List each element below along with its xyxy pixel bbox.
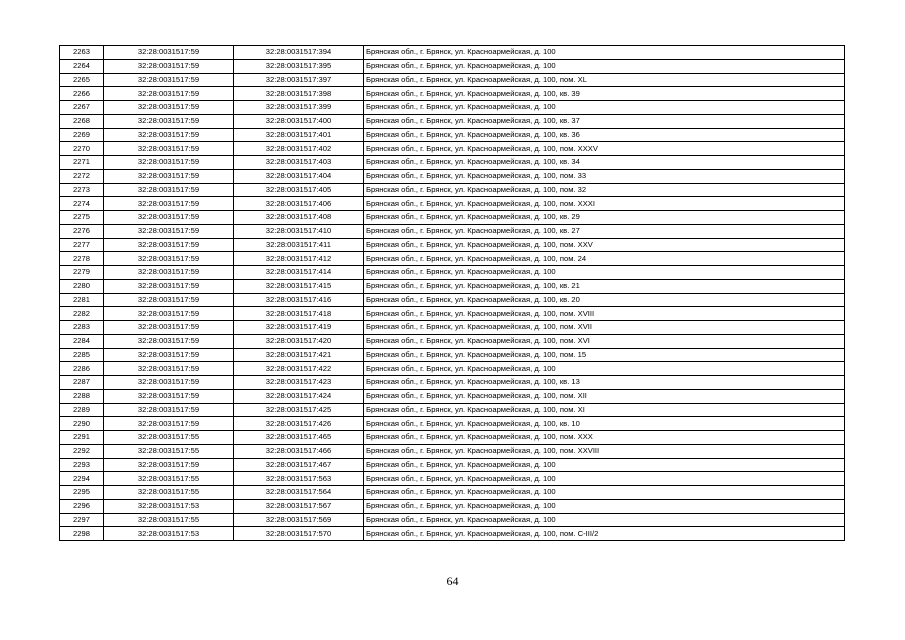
address-cell: Брянская обл., г. Брянск, ул. Красноармейская, д. 100, кв. 39 xyxy=(364,87,845,101)
parent-cadastral-number-cell: 32:28:0031517:55 xyxy=(104,444,234,458)
parent-cadastral-number-cell: 32:28:0031517:59 xyxy=(104,362,234,376)
row-number-cell: 2274 xyxy=(60,197,104,211)
parent-cadastral-number-cell: 32:28:0031517:59 xyxy=(104,321,234,335)
address-cell: Брянская обл., г. Брянск, ул. Красноармейская, д. 100, кв. 36 xyxy=(364,128,845,142)
table-row xyxy=(60,224,845,238)
parent-cadastral-number-cell: 32:28:0031517:59 xyxy=(104,334,234,348)
table-row xyxy=(60,417,845,431)
row-number-cell: 2283 xyxy=(60,321,104,335)
table-row xyxy=(60,114,845,128)
table-row xyxy=(60,362,845,376)
cadastral-number-cell: 32:28:0031517:394 xyxy=(234,46,364,60)
cadastral-table xyxy=(59,45,845,541)
row-number-cell: 2265 xyxy=(60,73,104,87)
address-cell: Брянская обл., г. Брянск, ул. Красноармейская, д. 100, пом. XXXV xyxy=(364,142,845,156)
cadastral-number-cell: 32:28:0031517:421 xyxy=(234,348,364,362)
parent-cadastral-number-cell: 32:28:0031517:59 xyxy=(104,266,234,280)
cadastral-table-body xyxy=(60,46,845,541)
row-number-cell: 2292 xyxy=(60,444,104,458)
cadastral-number-cell: 32:28:0031517:408 xyxy=(234,211,364,225)
cadastral-number-cell: 32:28:0031517:424 xyxy=(234,389,364,403)
table-row xyxy=(60,431,845,445)
address-cell: Брянская обл., г. Брянск, ул. Красноармейская, д. 100, пом. XXV xyxy=(364,238,845,252)
address-cell: Брянская обл., г. Брянск, ул. Красноармейская, д. 100 xyxy=(364,458,845,472)
cadastral-number-cell: 32:28:0031517:569 xyxy=(234,513,364,527)
table-row xyxy=(60,499,845,513)
row-number-cell: 2287 xyxy=(60,376,104,390)
table-row xyxy=(60,266,845,280)
cadastral-number-cell: 32:28:0031517:399 xyxy=(234,101,364,115)
parent-cadastral-number-cell: 32:28:0031517:59 xyxy=(104,211,234,225)
address-cell: Брянская обл., г. Брянск, ул. Красноармейская, д. 100 xyxy=(364,486,845,500)
address-cell: Брянская обл., г. Брянск, ул. Красноармейская, д. 100, пом. 33 xyxy=(364,169,845,183)
parent-cadastral-number-cell: 32:28:0031517:59 xyxy=(104,114,234,128)
table-row xyxy=(60,403,845,417)
parent-cadastral-number-cell: 32:28:0031517:59 xyxy=(104,376,234,390)
parent-cadastral-number-cell: 32:28:0031517:59 xyxy=(104,156,234,170)
table-row xyxy=(60,444,845,458)
table-row xyxy=(60,389,845,403)
cadastral-number-cell: 32:28:0031517:563 xyxy=(234,472,364,486)
row-number-cell: 2282 xyxy=(60,307,104,321)
cadastral-number-cell: 32:28:0031517:467 xyxy=(234,458,364,472)
parent-cadastral-number-cell: 32:28:0031517:59 xyxy=(104,417,234,431)
row-number-cell: 2288 xyxy=(60,389,104,403)
address-cell: Брянская обл., г. Брянск, ул. Красноармейская, д. 100 xyxy=(364,59,845,73)
table-row xyxy=(60,59,845,73)
table-row xyxy=(60,472,845,486)
cadastral-number-cell: 32:28:0031517:416 xyxy=(234,293,364,307)
parent-cadastral-number-cell: 32:28:0031517:53 xyxy=(104,527,234,541)
table-row xyxy=(60,197,845,211)
parent-cadastral-number-cell: 32:28:0031517:55 xyxy=(104,472,234,486)
address-cell: Брянская обл., г. Брянск, ул. Красноармейская, д. 100, кв. 29 xyxy=(364,211,845,225)
table-row xyxy=(60,73,845,87)
parent-cadastral-number-cell: 32:28:0031517:59 xyxy=(104,403,234,417)
row-number-cell: 2266 xyxy=(60,87,104,101)
cadastral-number-cell: 32:28:0031517:412 xyxy=(234,252,364,266)
parent-cadastral-number-cell: 32:28:0031517:55 xyxy=(104,431,234,445)
cadastral-number-cell: 32:28:0031517:466 xyxy=(234,444,364,458)
cadastral-number-cell: 32:28:0031517:567 xyxy=(234,499,364,513)
table-row xyxy=(60,211,845,225)
row-number-cell: 2291 xyxy=(60,431,104,445)
table-row xyxy=(60,142,845,156)
table-row xyxy=(60,279,845,293)
page-number: 64 xyxy=(446,574,459,588)
parent-cadastral-number-cell: 32:28:0031517:59 xyxy=(104,46,234,60)
cadastral-number-cell: 32:28:0031517:465 xyxy=(234,431,364,445)
table-row xyxy=(60,307,845,321)
parent-cadastral-number-cell: 32:28:0031517:59 xyxy=(104,348,234,362)
row-number-cell: 2263 xyxy=(60,46,104,60)
parent-cadastral-number-cell: 32:28:0031517:59 xyxy=(104,279,234,293)
parent-cadastral-number-cell: 32:28:0031517:59 xyxy=(104,59,234,73)
cadastral-number-cell: 32:28:0031517:404 xyxy=(234,169,364,183)
cadastral-number-cell: 32:28:0031517:414 xyxy=(234,266,364,280)
cadastral-number-cell: 32:28:0031517:406 xyxy=(234,197,364,211)
table-row xyxy=(60,321,845,335)
row-number-cell: 2293 xyxy=(60,458,104,472)
row-number-cell: 2270 xyxy=(60,142,104,156)
row-number-cell: 2269 xyxy=(60,128,104,142)
parent-cadastral-number-cell: 32:28:0031517:59 xyxy=(104,389,234,403)
cadastral-number-cell: 32:28:0031517:415 xyxy=(234,279,364,293)
address-cell: Брянская обл., г. Брянск, ул. Красноармейская, д. 100, пом. XVIII xyxy=(364,307,845,321)
cadastral-number-cell: 32:28:0031517:410 xyxy=(234,224,364,238)
cadastral-number-cell: 32:28:0031517:405 xyxy=(234,183,364,197)
table-row xyxy=(60,334,845,348)
cadastral-number-cell: 32:28:0031517:422 xyxy=(234,362,364,376)
cadastral-number-cell: 32:28:0031517:397 xyxy=(234,73,364,87)
address-cell: Брянская обл., г. Брянск, ул. Красноармейская, д. 100, пом. С-III/2 xyxy=(364,527,845,541)
address-cell: Брянская обл., г. Брянск, ул. Красноармейская, д. 100 xyxy=(364,362,845,376)
address-cell: Брянская обл., г. Брянск, ул. Красноармейская, д. 100, пом. 15 xyxy=(364,348,845,362)
parent-cadastral-number-cell: 32:28:0031517:55 xyxy=(104,486,234,500)
cadastral-number-cell: 32:28:0031517:398 xyxy=(234,87,364,101)
parent-cadastral-number-cell: 32:28:0031517:59 xyxy=(104,87,234,101)
cadastral-number-cell: 32:28:0031517:402 xyxy=(234,142,364,156)
row-number-cell: 2290 xyxy=(60,417,104,431)
table-row xyxy=(60,513,845,527)
address-cell: Брянская обл., г. Брянск, ул. Красноармейская, д. 100, пом. XXX xyxy=(364,431,845,445)
table-row xyxy=(60,46,845,60)
row-number-cell: 2298 xyxy=(60,527,104,541)
row-number-cell: 2272 xyxy=(60,169,104,183)
row-number-cell: 2275 xyxy=(60,211,104,225)
row-number-cell: 2289 xyxy=(60,403,104,417)
table-row xyxy=(60,348,845,362)
cadastral-number-cell: 32:28:0031517:423 xyxy=(234,376,364,390)
address-cell: Брянская обл., г. Брянск, ул. Красноармейская, д. 100, пом. 32 xyxy=(364,183,845,197)
table-row xyxy=(60,169,845,183)
table-row xyxy=(60,101,845,115)
table-row xyxy=(60,252,845,266)
parent-cadastral-number-cell: 32:28:0031517:59 xyxy=(104,197,234,211)
row-number-cell: 2284 xyxy=(60,334,104,348)
table-row xyxy=(60,87,845,101)
table-row xyxy=(60,156,845,170)
parent-cadastral-number-cell: 32:28:0031517:59 xyxy=(104,183,234,197)
row-number-cell: 2281 xyxy=(60,293,104,307)
address-cell: Брянская обл., г. Брянск, ул. Красноармейская, д. 100, пом. XVI xyxy=(364,334,845,348)
parent-cadastral-number-cell: 32:28:0031517:59 xyxy=(104,307,234,321)
cadastral-number-cell: 32:28:0031517:395 xyxy=(234,59,364,73)
cadastral-number-cell: 32:28:0031517:400 xyxy=(234,114,364,128)
parent-cadastral-number-cell: 32:28:0031517:59 xyxy=(104,252,234,266)
cadastral-number-cell: 32:28:0031517:570 xyxy=(234,527,364,541)
row-number-cell: 2296 xyxy=(60,499,104,513)
table-row xyxy=(60,527,845,541)
row-number-cell: 2280 xyxy=(60,279,104,293)
table-row xyxy=(60,293,845,307)
address-cell: Брянская обл., г. Брянск, ул. Красноармейская, д. 100, кв. 13 xyxy=(364,376,845,390)
parent-cadastral-number-cell: 32:28:0031517:59 xyxy=(104,128,234,142)
cadastral-number-cell: 32:28:0031517:420 xyxy=(234,334,364,348)
cadastral-number-cell: 32:28:0031517:564 xyxy=(234,486,364,500)
cadastral-number-cell: 32:28:0031517:403 xyxy=(234,156,364,170)
address-cell: Брянская обл., г. Брянск, ул. Красноармейская, д. 100, кв. 34 xyxy=(364,156,845,170)
cadastral-number-cell: 32:28:0031517:426 xyxy=(234,417,364,431)
address-cell: Брянская обл., г. Брянск, ул. Красноармейская, д. 100, пом. XXXI xyxy=(364,197,845,211)
address-cell: Брянская обл., г. Брянск, ул. Красноармейская, д. 100 xyxy=(364,513,845,527)
table-row xyxy=(60,183,845,197)
row-number-cell: 2277 xyxy=(60,238,104,252)
cadastral-number-cell: 32:28:0031517:419 xyxy=(234,321,364,335)
address-cell: Брянская обл., г. Брянск, ул. Красноармейская, д. 100 xyxy=(364,101,845,115)
row-number-cell: 2268 xyxy=(60,114,104,128)
row-number-cell: 2273 xyxy=(60,183,104,197)
table-row xyxy=(60,376,845,390)
address-cell: Брянская обл., г. Брянск, ул. Красноармейская, д. 100, кв. 20 xyxy=(364,293,845,307)
parent-cadastral-number-cell: 32:28:0031517:59 xyxy=(104,293,234,307)
address-cell: Брянская обл., г. Брянск, ул. Красноармейская, д. 100 xyxy=(364,472,845,486)
table-row xyxy=(60,458,845,472)
address-cell: Брянская обл., г. Брянск, ул. Красноармейская, д. 100 xyxy=(364,266,845,280)
address-cell: Брянская обл., г. Брянск, ул. Красноармейская, д. 100, кв. 27 xyxy=(364,224,845,238)
table-row xyxy=(60,486,845,500)
parent-cadastral-number-cell: 32:28:0031517:53 xyxy=(104,499,234,513)
parent-cadastral-number-cell: 32:28:0031517:55 xyxy=(104,513,234,527)
row-number-cell: 2297 xyxy=(60,513,104,527)
parent-cadastral-number-cell: 32:28:0031517:59 xyxy=(104,224,234,238)
address-cell: Брянская обл., г. Брянск, ул. Красноармейская, д. 100, кв. 37 xyxy=(364,114,845,128)
cadastral-number-cell: 32:28:0031517:425 xyxy=(234,403,364,417)
address-cell: Брянская обл., г. Брянск, ул. Красноармейская, д. 100, кв. 10 xyxy=(364,417,845,431)
parent-cadastral-number-cell: 32:28:0031517:59 xyxy=(104,458,234,472)
row-number-cell: 2264 xyxy=(60,59,104,73)
address-cell: Брянская обл., г. Брянск, ул. Красноармейская, д. 100, пом. XII xyxy=(364,389,845,403)
row-number-cell: 2279 xyxy=(60,266,104,280)
parent-cadastral-number-cell: 32:28:0031517:59 xyxy=(104,238,234,252)
cadastral-number-cell: 32:28:0031517:418 xyxy=(234,307,364,321)
address-cell: Брянская обл., г. Брянск, ул. Красноармейская, д. 100, пом. 24 xyxy=(364,252,845,266)
table-row xyxy=(60,238,845,252)
address-cell: Брянская обл., г. Брянск, ул. Красноармейская, д. 100, пом. XL xyxy=(364,73,845,87)
row-number-cell: 2267 xyxy=(60,101,104,115)
cadastral-number-cell: 32:28:0031517:411 xyxy=(234,238,364,252)
row-number-cell: 2278 xyxy=(60,252,104,266)
address-cell: Брянская обл., г. Брянск, ул. Красноармейская, д. 100, пом. XI xyxy=(364,403,845,417)
row-number-cell: 2285 xyxy=(60,348,104,362)
row-number-cell: 2286 xyxy=(60,362,104,376)
parent-cadastral-number-cell: 32:28:0031517:59 xyxy=(104,73,234,87)
address-cell: Брянская обл., г. Брянск, ул. Красноармейская, д. 100 xyxy=(364,499,845,513)
address-cell: Брянская обл., г. Брянск, ул. Красноармейская, д. 100 xyxy=(364,46,845,60)
parent-cadastral-number-cell: 32:28:0031517:59 xyxy=(104,169,234,183)
table-row xyxy=(60,128,845,142)
row-number-cell: 2294 xyxy=(60,472,104,486)
address-cell: Брянская обл., г. Брянск, ул. Красноармейская, д. 100, пом. XVII xyxy=(364,321,845,335)
parent-cadastral-number-cell: 32:28:0031517:59 xyxy=(104,142,234,156)
cadastral-number-cell: 32:28:0031517:401 xyxy=(234,128,364,142)
address-cell: Брянская обл., г. Брянск, ул. Красноармейская, д. 100, кв. 21 xyxy=(364,279,845,293)
row-number-cell: 2295 xyxy=(60,486,104,500)
row-number-cell: 2271 xyxy=(60,156,104,170)
address-cell: Брянская обл., г. Брянск, ул. Красноармейская, д. 100, пом. XXVIII xyxy=(364,444,845,458)
row-number-cell: 2276 xyxy=(60,224,104,238)
parent-cadastral-number-cell: 32:28:0031517:59 xyxy=(104,101,234,115)
